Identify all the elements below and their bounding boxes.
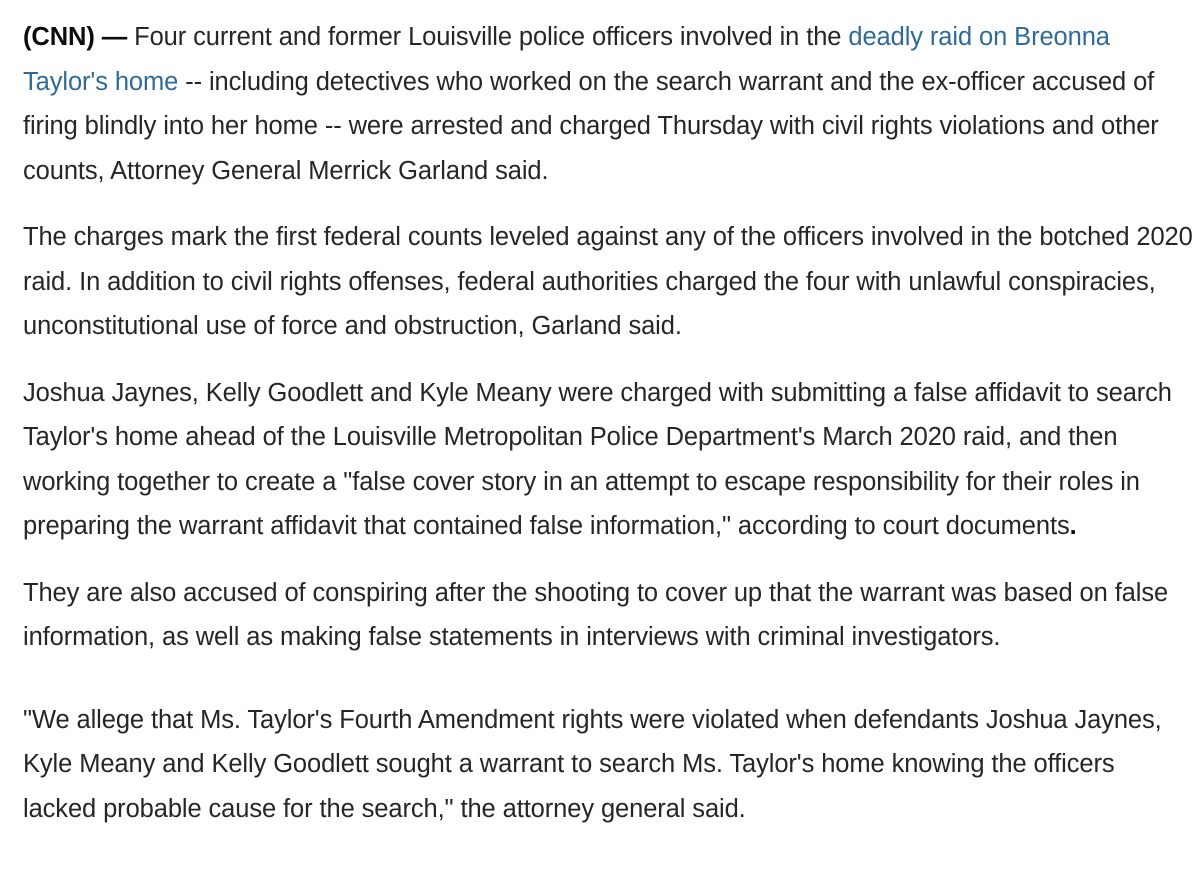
paragraph-3 — [23, 371, 1193, 549]
paragraph-1 — [23, 15, 1193, 193]
breonna-taylor-raid-link[interactable]: deadly raid on Breonna Taylor's home — [23, 23, 1110, 96]
paragraph-2: The charges mark the first federal counts leveled against any of the officers involved in the botched 2020 raid. In addition to civil rights offenses, federal authorities charged the four with unlawful conspiracies, unconstitutional use of force and obstruction, Garland said. — [23, 223, 1193, 340]
article-body — [23, 15, 1193, 853]
paragraph-1-text-before-link: Four current and former Louisville police officers involved in the — [127, 23, 849, 51]
paragraph-5: "We allege that Ms. Taylor's Fourth Amendment rights were violated when defendants Joshua Jaynes, Kyle Meany and Kelly Goodlett sought a warrant to search Ms. Taylor's home knowing the officers lacked probable cause for the search," the attorney general said. — [23, 705, 1162, 823]
paragraph-3-text: Joshua Jaynes, Kelly Goodlett and Kyle Meany were charged with submitting a false affidavit to search Taylor's home ahead of the Louisville Metropolitan Police Department's March 2020 raid, and then working together to create a "false cover story in an attempt to escape responsibility for their roles in preparing the warrant affidavit that contained false information," according to court documents — [23, 378, 1172, 540]
paragraph-4: They are also accused of conspiring after the shooting to cover up that the warrant was based on false information, as well as making false statements in interviews with criminal investigators. — [23, 578, 1169, 651]
paragraph-1-text-after-link: -- including detectives who worked on the search warrant and the ex-officer accused of firing blindly into her home -- were arrested and charged Thursday with civil rights violations and other counts, Attorney General Merrick Garland said. — [23, 67, 1159, 185]
dateline: (CNN) — — [23, 23, 128, 51]
paragraph-3-end-mark: . — [1069, 512, 1077, 540]
